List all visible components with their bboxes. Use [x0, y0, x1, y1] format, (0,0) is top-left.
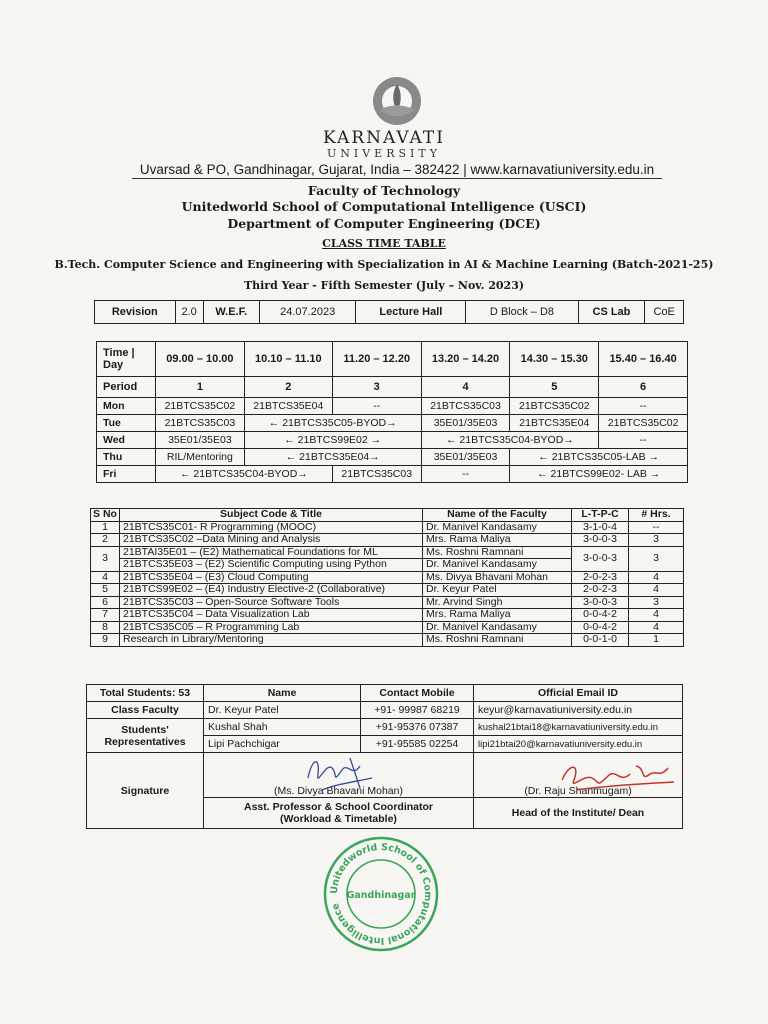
day-label: Thu	[97, 449, 156, 466]
subject-title: 21BTCS35C02 –Data Mining and Analysis	[120, 534, 423, 547]
sno: 3	[91, 546, 120, 571]
subject-title: 21BTCS35C01- R Programming (MOOC)	[120, 521, 423, 534]
hours: 3	[629, 534, 684, 547]
faculty-name: Mr. Arvind Singh	[423, 596, 572, 609]
faculty-name: Dr. Keyur Patel	[423, 584, 572, 597]
class-faculty-label: Class Faculty	[87, 702, 204, 719]
subject-title: 21BTCS35C04 – Data Visualization Lab	[120, 609, 423, 622]
class-cell: 21BTCS35C02	[510, 398, 599, 415]
class-cell: ← 21BTCS35C05-BYOD→	[244, 415, 421, 432]
class-cell: --	[421, 466, 510, 483]
representatives-label-a: Students'	[121, 723, 169, 736]
class-cell: --	[599, 398, 688, 415]
signature-scribble-icon	[302, 748, 382, 798]
class-cell: --	[332, 398, 421, 415]
class-cell: ← 21BTCS99E02- LAB →	[510, 466, 688, 483]
sno: 8	[91, 621, 120, 634]
table-row	[91, 534, 684, 547]
time-slot: 14.30 – 15.30	[510, 342, 599, 377]
semester-heading: Third Year - Fifth Semester (July – Nov. 2023)	[243, 279, 525, 292]
table-row	[91, 521, 684, 534]
class-cell: 21BTCS35C03	[421, 398, 510, 415]
class-cell: 35E01/35E03	[421, 449, 510, 466]
time-slot: 15.40 – 16.40	[599, 342, 688, 377]
class-faculty-name: Dr. Keyur Patel	[204, 702, 361, 719]
period-number: 6	[599, 377, 688, 398]
rep1-name: Kushal Shah	[204, 719, 361, 736]
class-cell: 35E01/35E03	[421, 415, 510, 432]
day-label: Mon	[97, 398, 156, 415]
table-row	[91, 546, 684, 559]
hours: 4	[629, 621, 684, 634]
representatives-label-b: Representatives	[104, 735, 186, 748]
wef-value: 24.07.2023	[259, 301, 355, 324]
ltpc: 3-0-0-3	[572, 596, 629, 609]
rep1-email: kushal21btai18@karnavatiuniversity.edu.in	[474, 719, 683, 736]
hours: 3	[629, 546, 684, 571]
university-logo-icon	[368, 74, 426, 128]
university-subtitle: UNIVERSITY	[327, 147, 441, 160]
hall-label: Lecture Hall	[356, 301, 466, 324]
ltpc: 3-0-0-3	[572, 534, 629, 547]
faculty-name: Dr. Manivel Kandasamy	[423, 521, 572, 534]
faculty-name: Mrs. Rama Maliya	[423, 534, 572, 547]
signature-scribble-icon	[556, 756, 686, 796]
period-number: 4	[421, 377, 510, 398]
class-cell: ← 21BTCS35E04→	[244, 449, 421, 466]
time-day-corner: Time | Day	[97, 342, 156, 377]
faculty-name: Dr. Manivel Kandasamy	[423, 621, 572, 634]
signature-label: Signature	[87, 753, 204, 829]
day-label: Fri	[97, 466, 156, 483]
revision-value: 2.0	[175, 301, 203, 324]
ltpc: 2-0-2-3	[572, 584, 629, 597]
timetable-row-wed	[97, 432, 688, 449]
class-cell: ← 21BTCS35C04-BYOD→	[156, 466, 333, 483]
table-row	[91, 584, 684, 597]
school-heading: Unitedworld School of Computational Intelligence (USCI)	[181, 199, 587, 214]
time-slot: 11.20 – 12.20	[332, 342, 421, 377]
rep2-email: lipi21btai20@karnavatiuniversity.edu.in	[474, 736, 683, 753]
hours: 1	[629, 634, 684, 647]
subject-header: Subject Code & Title	[120, 509, 423, 522]
period-number: 5	[510, 377, 599, 398]
table-row	[91, 634, 684, 647]
seal-center-text: Gandhinagar	[346, 890, 416, 901]
subject-title: 21BTCS35C03 – Open-Source Software Tools	[120, 596, 423, 609]
ltpc: 3-0-0-3	[572, 546, 629, 571]
ltpc: 0-0-4-2	[572, 609, 629, 622]
total-students: Total Students: 53	[87, 685, 204, 702]
hours: 4	[629, 584, 684, 597]
subject-title: Research in Library/Mentoring	[120, 634, 423, 647]
class-cell: 21BTCS35C03	[156, 415, 245, 432]
faculty-heading: Faculty of Technology	[307, 183, 461, 198]
email-header: Official Email ID	[474, 685, 683, 702]
coordinator-role	[204, 798, 474, 829]
sno: 4	[91, 571, 120, 584]
coordinator-role-a: Asst. Professor & School Coordinator	[243, 801, 434, 813]
sno: 5	[91, 584, 120, 597]
class-cell: 21BTCS35E04	[510, 415, 599, 432]
table-row	[91, 621, 684, 634]
ltpc: 0-0-1-0	[572, 634, 629, 647]
university-address: Uvarsad & PO, Gandhinagar, Gujarat, India – 382422 | www.karnavatiuniversity.edu.in	[132, 162, 662, 179]
time-slot: 09.00 – 10.00	[156, 342, 245, 377]
class-cell: RIL/Mentoring	[156, 449, 245, 466]
representatives-label	[87, 719, 204, 753]
ltpc: 3-1-0-4	[572, 521, 629, 534]
hours: 4	[629, 609, 684, 622]
table-row	[91, 596, 684, 609]
mobile-header: Contact Mobile	[361, 685, 474, 702]
signature-coordinator: (Ms. Divya Bhavani Mohan)	[204, 753, 474, 798]
subject-title: 21BTCS35C05 – R Programming Lab	[120, 621, 423, 634]
university-name: KARNAVATI	[323, 128, 445, 148]
rep2-name: Lipi Pachchigar	[204, 736, 361, 753]
period-number: 2	[244, 377, 332, 398]
sno: 2	[91, 534, 120, 547]
faculty-name: Ms. Roshni Ramnani	[423, 634, 572, 647]
table-row	[91, 571, 684, 584]
signature-dean: (Dr. Raju Shanmugam)	[474, 753, 683, 798]
hours: --	[629, 521, 684, 534]
class-faculty-email: keyur@karnavatiuniversity.edu.in	[474, 702, 683, 719]
class-cell: 21BTCS35E04	[244, 398, 332, 415]
period-number: 1	[156, 377, 245, 398]
institution-seal-icon	[322, 835, 440, 953]
ltpc: 0-0-4-2	[572, 621, 629, 634]
timetable-row-thu	[97, 449, 688, 466]
timetable-row-fri	[97, 466, 688, 483]
class-cell: 21BTCS35C03	[332, 466, 421, 483]
seal-ring-text: Unitedworld School of Computational Intelligence	[328, 841, 434, 947]
subject-title: 21BTCS35E04 – (E3) Cloud Computing	[120, 571, 423, 584]
sno-header: S No	[91, 509, 120, 522]
class-cell: 21BTCS35C02	[156, 398, 245, 415]
table-row	[91, 609, 684, 622]
rep1-mobile: +91-95376 07387	[361, 719, 474, 736]
subject-title: 21BTCS35E03 – (E2) Scientific Computing using Python	[120, 559, 423, 572]
ltpc: 2-0-2-3	[572, 571, 629, 584]
hours: 3	[629, 596, 684, 609]
coordinator-role-b: (Workload & Timetable)	[280, 813, 397, 825]
faculty-name: Ms. Divya Bhavani Mohan	[423, 571, 572, 584]
timetable	[96, 341, 688, 483]
subject-title: 21BTAI35E01 – (E2) Mathematical Foundations for ML	[120, 546, 423, 559]
subjects-table	[90, 508, 684, 647]
sno: 9	[91, 634, 120, 647]
subject-title: 21BTCS99E02 – (E4) Industry Elective-2 (Collaborative)	[120, 584, 423, 597]
ltpc-header: L-T-P-C	[572, 509, 629, 522]
timetable-row-mon	[97, 398, 688, 415]
doc-title: CLASS TIME TABLE	[322, 237, 446, 250]
period-number: 3	[332, 377, 421, 398]
sno: 1	[91, 521, 120, 534]
time-slot: 10.10 – 11.10	[244, 342, 332, 377]
sno: 6	[91, 596, 120, 609]
class-cell: ← 21BTCS35C04-BYOD→	[421, 432, 599, 449]
name-header: Name	[204, 685, 361, 702]
class-cell: ← 21BTCS99E02 →	[244, 432, 421, 449]
program-heading: B.Tech. Computer Science and Engineering with Specialization in AI & Machine Learning (Batch-2021-25)	[54, 258, 714, 271]
hours-header: # Hrs.	[629, 509, 684, 522]
hall-value: D Block – D8	[466, 301, 578, 324]
class-cell: ← 21BTCS35C05-LAB →	[510, 449, 688, 466]
sno: 7	[91, 609, 120, 622]
time-slot: 13.20 – 14.20	[421, 342, 510, 377]
class-cell: --	[599, 432, 688, 449]
period-label: Period	[97, 377, 156, 398]
lab-label: CS Lab	[578, 301, 645, 324]
faculty-name: Mrs. Rama Maliya	[423, 609, 572, 622]
day-label: Wed	[97, 432, 156, 449]
lab-value: CoE	[645, 301, 684, 324]
hours: 4	[629, 571, 684, 584]
revision-label: Revision	[95, 301, 176, 324]
class-faculty-mobile: +91- 99987 68219	[361, 702, 474, 719]
department-heading: Department of Computer Engineering (DCE)	[227, 216, 541, 231]
class-cell: 21BTCS35C02	[599, 415, 688, 432]
dean-role: Head of the Institute/ Dean	[474, 798, 683, 829]
class-cell: 35E01/35E03	[156, 432, 245, 449]
faculty-header: Name of the Faculty	[423, 509, 572, 522]
faculty-name: Dr. Manivel Kandasamy	[423, 559, 572, 572]
revision-table	[94, 300, 684, 324]
day-label: Tue	[97, 415, 156, 432]
faculty-name: Ms. Roshni Ramnani	[423, 546, 572, 559]
rep2-mobile: +91-95585 02254	[361, 736, 474, 753]
timetable-row-tue	[97, 415, 688, 432]
wef-label: W.E.F.	[203, 301, 259, 324]
